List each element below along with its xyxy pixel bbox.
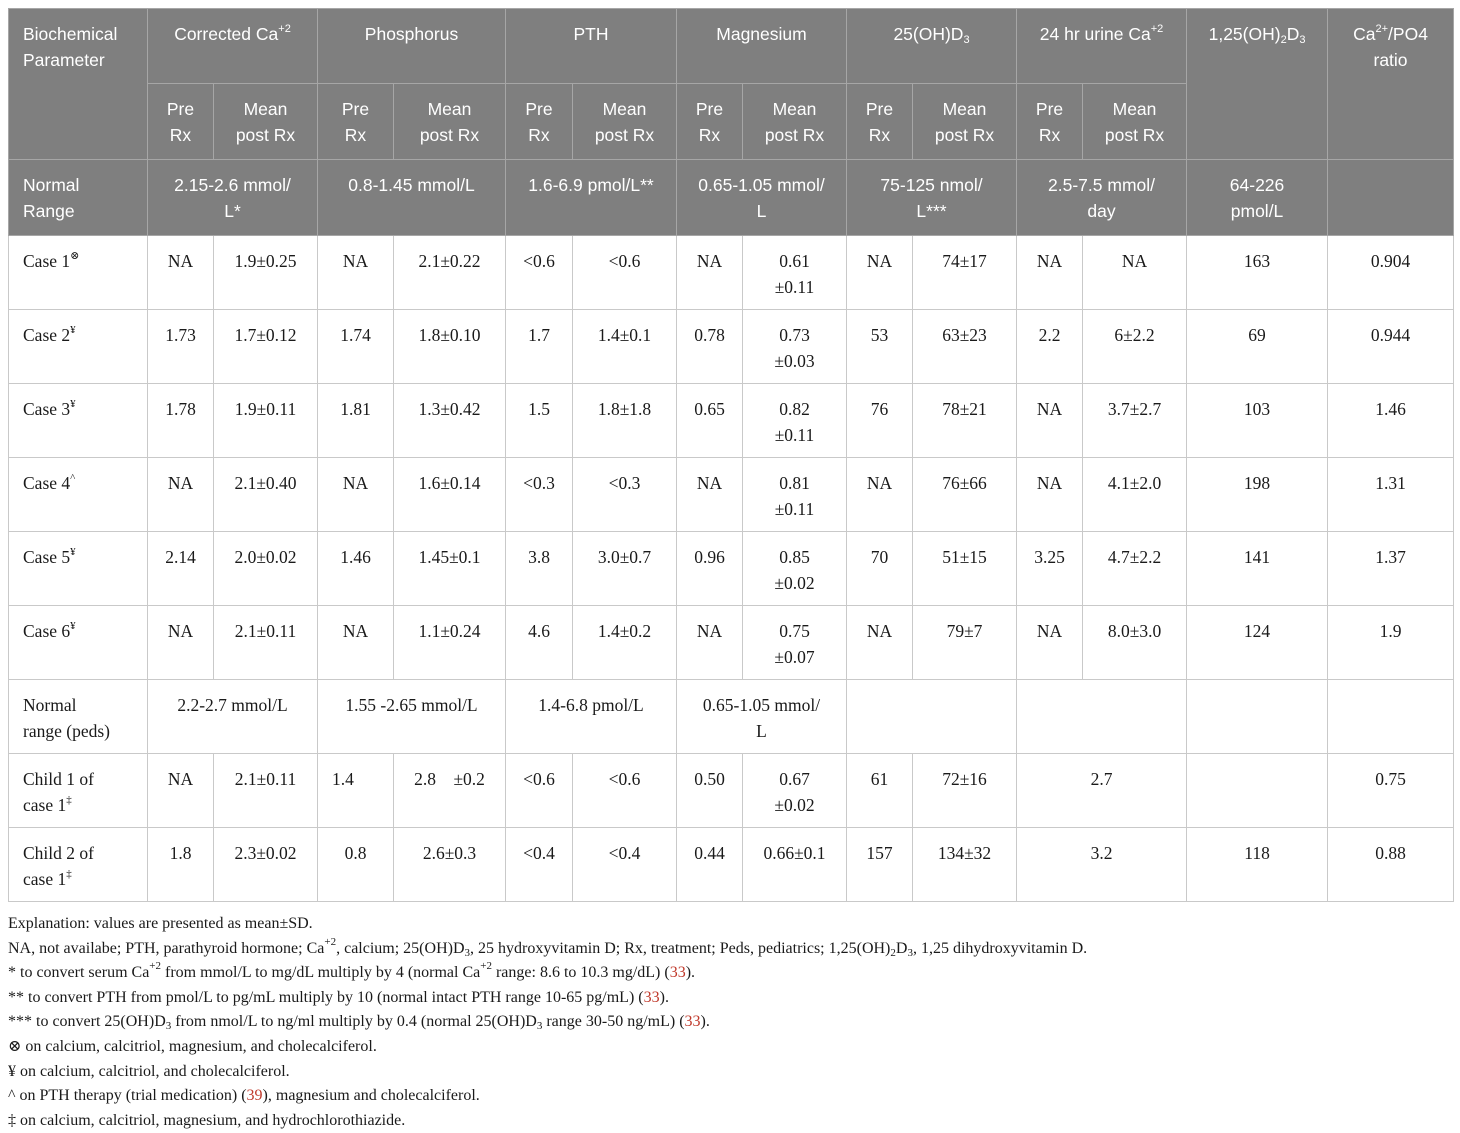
cell-pth-post: 1.4±0.2	[573, 606, 677, 680]
cell-mg-pre: NA	[677, 458, 743, 532]
table-row	[9, 532, 1454, 606]
cell-pth-pre: <0.4	[506, 828, 573, 902]
cell-p-post: 2.6±0.3	[394, 828, 506, 902]
cell-p-post: 1.3±0.42	[394, 384, 506, 458]
cell-urine-pre: NA	[1017, 606, 1083, 680]
normal-range-row	[9, 160, 1454, 236]
header-magnesium: Magnesium	[677, 9, 847, 84]
cell-pth-post: <0.6	[573, 754, 677, 828]
peds-range-empty	[847, 680, 1017, 754]
cell-ca-post: 2.3±0.02	[214, 828, 318, 902]
reference-link[interactable]: 33	[684, 1013, 701, 1031]
footnote-case1-therapy: ⊗ on calcium, calcitriol, magnesium, and cholecalciferol.	[8, 1037, 377, 1055]
header-pre-rx: Pre Rx	[148, 84, 214, 160]
cell-mg-post: 0.82 ±0.11	[743, 384, 847, 458]
footnote-pth-conversion: ** to convert PTH from pmol/L to pg/mL multiply by 10 (normal intact PTH range 10-65 pg/mL) (33).	[8, 988, 669, 1006]
child-label: Child 1 of case 1‡	[9, 754, 148, 828]
header-phosphorus: Phosphorus	[318, 9, 506, 84]
header-pre-rx: Pre Rx	[847, 84, 913, 160]
header-mean-post-rx: Mean post Rx	[1083, 84, 1187, 160]
biochemical-table	[8, 8, 1454, 902]
table-row	[9, 754, 1454, 828]
table-container	[8, 8, 1453, 1133]
cell-mg-post: 0.61 ±0.11	[743, 236, 847, 310]
cell-ca-pre: 1.78	[148, 384, 214, 458]
cell-ca-pre: NA	[148, 236, 214, 310]
header-pre-rx: Pre Rx	[506, 84, 573, 160]
cell-urine-post: 6±2.2	[1083, 310, 1187, 384]
normal-range-ratio	[1328, 160, 1454, 236]
cell-ca-post: 2.0±0.02	[214, 532, 318, 606]
cell-p-pre: 1.4	[318, 754, 394, 828]
reference-link[interactable]: 33	[669, 964, 686, 982]
normal-range-calcium: 2.15-2.6 mmol/ L*	[148, 160, 318, 236]
cell-d-pre: NA	[847, 606, 913, 680]
cell-p-pre: 1.74	[318, 310, 394, 384]
cell-pth-post: 3.0±0.7	[573, 532, 677, 606]
cell-urine: 2.7	[1017, 754, 1187, 828]
cell-p-pre: 1.46	[318, 532, 394, 606]
table-row	[9, 606, 1454, 680]
table-row	[9, 310, 1454, 384]
cell-d-post: 74±17	[913, 236, 1017, 310]
peds-range-calcium: 2.2-2.7 mmol/L	[148, 680, 318, 754]
normal-range-magnesium: 0.65-1.05 mmol/ L	[677, 160, 847, 236]
header-corrected-calcium: Corrected $Ca^{+2}$	[148, 9, 318, 84]
header-25ohd3: $25(OH)D_3$	[847, 9, 1017, 84]
cell-mg-post: 0.85 ±0.02	[743, 532, 847, 606]
header-ca-po4-ratio: $Ca^{2+}/PO4$ ratio	[1328, 9, 1454, 160]
cell-d-post: 72±16	[913, 754, 1017, 828]
cell-urine-pre: 2.2	[1017, 310, 1083, 384]
cell-urine-post: 4.1±2.0	[1083, 458, 1187, 532]
normal-range-25ohd3: 75-125 nmol/ L***	[847, 160, 1017, 236]
cell-d-pre: 70	[847, 532, 913, 606]
cell-urine-post: 4.7±2.2	[1083, 532, 1187, 606]
header-pth: PTH	[506, 9, 677, 84]
cell-mg-pre: 0.44	[677, 828, 743, 902]
cell-ca-pre: NA	[148, 754, 214, 828]
cell-calcitriol	[1187, 754, 1328, 828]
footnote-abbreviations: NA, not availabe; PTH, parathyroid hormone; $Ca^{+2}$, calcium; $25(OH)D_3$, 25 hydroxyvitamin D; Rx, treatment; Peds, pediatrics; $1,25(OH)_2D_3$, 1,25 dihydroxyvitamin D.	[8, 935, 1088, 959]
cell-ratio: 0.88	[1328, 828, 1454, 902]
cell-mg-post: 0.81 ±0.11	[743, 458, 847, 532]
header-mean-post-rx: Mean post Rx	[394, 84, 506, 160]
cell-p-post: 2.8 ±0.2	[394, 754, 506, 828]
header-mean-post-rx: Mean post Rx	[913, 84, 1017, 160]
cell-ratio: 0.944	[1328, 310, 1454, 384]
peds-range-empty	[1328, 680, 1454, 754]
peds-range-magnesium: 0.65-1.05 mmol/ L	[677, 680, 847, 754]
header-parameter: Biochemical Parameter	[9, 9, 148, 160]
peds-range-empty	[1017, 680, 1187, 754]
cell-d-post: 76±66	[913, 458, 1017, 532]
peds-range-phosphorus: 1.55 -2.65 mmol/L	[318, 680, 506, 754]
cell-mg-pre: 0.96	[677, 532, 743, 606]
table-row	[9, 384, 1454, 458]
cell-d-pre: 76	[847, 384, 913, 458]
header-urine-calcium: 24 hr urine $Ca^{+2}$	[1017, 9, 1187, 84]
cell-pth-pre: 3.8	[506, 532, 573, 606]
cell-mg-pre: 0.78	[677, 310, 743, 384]
header-calcitriol: $1,25(OH)_2D_3$	[1187, 9, 1328, 160]
header-mean-post-rx: Mean post Rx	[214, 84, 318, 160]
cell-d-post: 79±7	[913, 606, 1017, 680]
footnote-calcium-conversion: * to convert serum $Ca^{+2}$ from mmol/L to mg/dL multiply by 4 (normal $Ca^{+2}$ range: 8.6 to 10.3 mg/dL) (33).	[8, 960, 696, 982]
cell-calcitriol: 118	[1187, 828, 1328, 902]
cell-urine-pre: NA	[1017, 384, 1083, 458]
header-pre-rx: Pre Rx	[677, 84, 743, 160]
cell-urine-post: NA	[1083, 236, 1187, 310]
peds-range-pth: 1.4-6.8 pmol/L	[506, 680, 677, 754]
footnote-children-therapy: ‡ on calcium, calcitriol, magnesium, and hydrochlorothiazide.	[8, 1111, 406, 1129]
table-row	[9, 236, 1454, 310]
footnote-explanation: Explanation: values are presented as mean±SD.	[8, 915, 313, 932]
cell-pth-post: 1.4±0.1	[573, 310, 677, 384]
cell-pth-pre: <0.6	[506, 754, 573, 828]
table-footnotes	[8, 912, 1453, 1133]
cell-urine-post: 3.7±2.7	[1083, 384, 1187, 458]
cell-pth-post: <0.4	[573, 828, 677, 902]
cell-mg-pre: 0.50	[677, 754, 743, 828]
cell-ratio: 0.75	[1328, 754, 1454, 828]
cell-d-post: 78±21	[913, 384, 1017, 458]
cell-urine-post: 8.0±3.0	[1083, 606, 1187, 680]
cell-pth-post: 1.8±1.8	[573, 384, 677, 458]
normal-range-phosphorus: 0.8-1.45 mmol/L	[318, 160, 506, 236]
normal-range-calcitriol: 64-226 pmol/L	[1187, 160, 1328, 236]
normal-range-urine-calcium: 2.5-7.5 mmol/ day	[1017, 160, 1187, 236]
cell-calcitriol: 141	[1187, 532, 1328, 606]
case-label: Case 2¥	[9, 310, 148, 384]
header-mean-post-rx: Mean post Rx	[743, 84, 847, 160]
table-row	[9, 828, 1454, 902]
cell-p-post: 1.1±0.24	[394, 606, 506, 680]
cell-urine: 3.2	[1017, 828, 1187, 902]
cell-calcitriol: 69	[1187, 310, 1328, 384]
cell-ca-pre: 1.73	[148, 310, 214, 384]
cell-p-pre: NA	[318, 458, 394, 532]
cell-ca-pre: NA	[148, 606, 214, 680]
case-label: Case 3¥	[9, 384, 148, 458]
cell-p-pre: NA	[318, 236, 394, 310]
cell-urine-pre: 3.25	[1017, 532, 1083, 606]
case-label: Case 6¥	[9, 606, 148, 680]
cell-ca-post: 1.9±0.25	[214, 236, 318, 310]
cell-d-post: 134±32	[913, 828, 1017, 902]
cell-p-post: 1.8±0.10	[394, 310, 506, 384]
cell-pth-pre: 4.6	[506, 606, 573, 680]
cell-ratio: 1.37	[1328, 532, 1454, 606]
cell-d-pre: NA	[847, 458, 913, 532]
cell-ratio: 1.31	[1328, 458, 1454, 532]
cell-mg-pre: NA	[677, 236, 743, 310]
table-header	[9, 9, 1454, 236]
table-body	[9, 236, 1454, 902]
cell-mg-post: 0.73 ±0.03	[743, 310, 847, 384]
cell-pth-pre: 1.7	[506, 310, 573, 384]
cell-pth-post: <0.3	[573, 458, 677, 532]
cell-p-post: 2.1±0.22	[394, 236, 506, 310]
cell-mg-post: 0.75 ±0.07	[743, 606, 847, 680]
cell-pth-pre: <0.3	[506, 458, 573, 532]
cell-p-post: 1.45±0.1	[394, 532, 506, 606]
cell-urine-pre: NA	[1017, 236, 1083, 310]
case-label: Case 4^	[9, 458, 148, 532]
reference-link[interactable]: 33	[643, 988, 660, 1006]
peds-range-empty	[1187, 680, 1328, 754]
cell-mg-pre: 0.65	[677, 384, 743, 458]
cell-pth-pre: <0.6	[506, 236, 573, 310]
cell-ratio: 1.9	[1328, 606, 1454, 680]
table-row	[9, 458, 1454, 532]
peds-range-label: Normal range (peds)	[9, 680, 148, 754]
cell-p-pre: 1.81	[318, 384, 394, 458]
cell-ca-pre: 1.8	[148, 828, 214, 902]
footnote-vitd-conversion: *** to convert $25(OH)D_3$ from nmol/L to ng/ml multiply by 0.4 (normal $25(OH)D_3$ range 30-50 ng/mL) (33).	[8, 1013, 710, 1033]
cell-calcitriol: 163	[1187, 236, 1328, 310]
footnote-case4-therapy: ^ on PTH therapy (trial medication) (39), magnesium and cholecalciferol.	[8, 1087, 480, 1105]
header-pre-rx: Pre Rx	[1017, 84, 1083, 160]
cell-ratio: 0.904	[1328, 236, 1454, 310]
case-label: Case 1⊗	[9, 236, 148, 310]
cell-p-pre: 0.8	[318, 828, 394, 902]
cell-pth-pre: 1.5	[506, 384, 573, 458]
cell-ca-post: 1.7±0.12	[214, 310, 318, 384]
cell-ca-pre: 2.14	[148, 532, 214, 606]
normal-range-label: Normal Range	[9, 160, 148, 236]
cell-ca-post: 2.1±0.40	[214, 458, 318, 532]
cell-ca-post: 2.1±0.11	[214, 606, 318, 680]
cell-mg-post: 0.66±0.1	[743, 828, 847, 902]
reference-link[interactable]: 39	[246, 1087, 263, 1105]
normal-range-pth: 1.6-6.9 pmol/L**	[506, 160, 677, 236]
cell-ca-post: 2.1±0.11	[214, 754, 318, 828]
cell-urine-pre: NA	[1017, 458, 1083, 532]
cell-d-pre: 157	[847, 828, 913, 902]
cell-d-pre: 53	[847, 310, 913, 384]
cell-p-post: 1.6±0.14	[394, 458, 506, 532]
cell-d-post: 63±23	[913, 310, 1017, 384]
cell-calcitriol: 198	[1187, 458, 1328, 532]
cell-d-pre: 61	[847, 754, 913, 828]
footnote-yen-therapy: ¥ on calcium, calcitriol, and cholecalciferol.	[8, 1062, 290, 1080]
cell-d-post: 51±15	[913, 532, 1017, 606]
cell-pth-post: <0.6	[573, 236, 677, 310]
header-mean-post-rx: Mean post Rx	[573, 84, 677, 160]
cell-ratio: 1.46	[1328, 384, 1454, 458]
header-row-titles	[9, 9, 1454, 84]
header-pre-rx: Pre Rx	[318, 84, 394, 160]
cell-ca-pre: NA	[148, 458, 214, 532]
case-label: Case 5¥	[9, 532, 148, 606]
cell-mg-pre: NA	[677, 606, 743, 680]
cell-p-pre: NA	[318, 606, 394, 680]
cell-calcitriol: 124	[1187, 606, 1328, 680]
cell-d-pre: NA	[847, 236, 913, 310]
cell-ca-post: 1.9±0.11	[214, 384, 318, 458]
child-label: Child 2 of case 1‡	[9, 828, 148, 902]
peds-range-row	[9, 680, 1454, 754]
cell-calcitriol: 103	[1187, 384, 1328, 458]
cell-mg-post: 0.67 ±0.02	[743, 754, 847, 828]
